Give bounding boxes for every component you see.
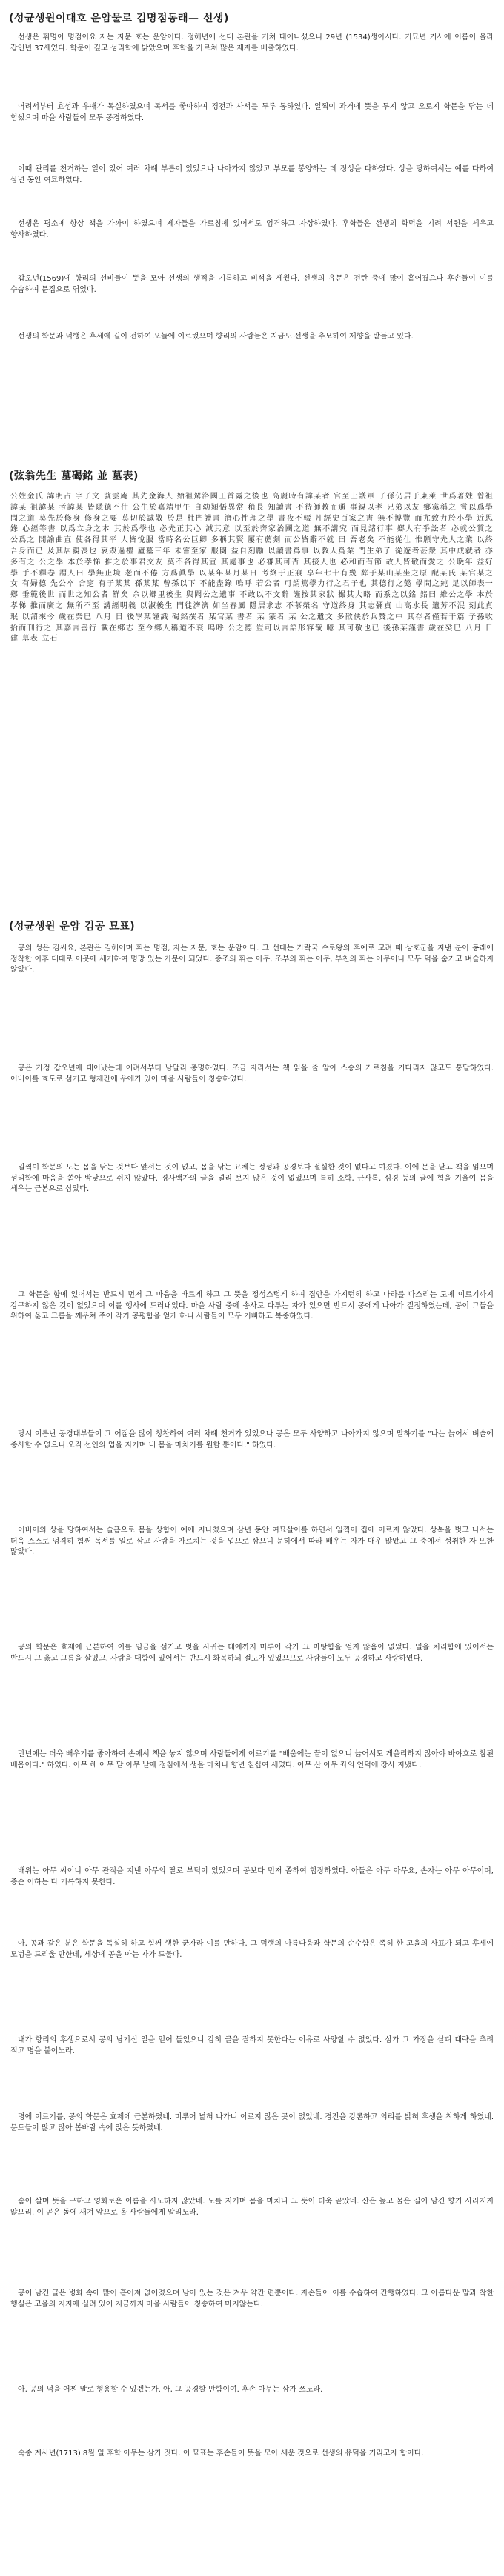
- section1-title: (성균생원이대호 운암물로 김명점동래— 선생): [9, 13, 229, 24]
- section3-paragraph-1: 공의 성은 김씨요, 본관은 김해이며 휘는 명점, 자는 자문, 호는 운암이다. 그 선대는 가락국 수로왕의 후예로 고려 때 상호군을 지낸 분이 동래에 정착한 이후 대대로 이곳에 세거하여 명망 있는 가문이 되었다. 증조의 휘는 아무, 조부의 휘는 아무, 부친의 휘는 아무이니 모두 덕을 숨기고 벼슬하지 않았다.: [10, 944, 494, 975]
- section1-paragraph-6: 선생의 학문과 덕행은 후세에 길이 전하여 오늘에 이르렀으며 향리의 사람들은 지금도 선생을 추모하여 제향을 받들고 있다.: [18, 333, 414, 341]
- section1-paragraph-1: 선생은 휘명이 명점이요 자는 자문 호는 운암이다. 정해년에 선대 본관을 거쳐 태어나셨으니 29년 (1534)생이시다. 기묘년 기사에 이름이 올라 갑인년 37세였다. 학문이 깊고 성리학에 밝았으며 후학을 가르쳐 많은 제자를 배출하였다.: [10, 33, 494, 53]
- section3-paragraph-9: 배위는 아무 씨이니 아무 관직을 지낸 아무의 딸로 부덕이 있었으며 공보다 먼저 졸하여 합장하였다. 아들은 아무 아무요, 손자는 아무 아무이며, 증손 이하는 다 기록하지 못한다.: [10, 1867, 494, 1886]
- section3-paragraph-7: 공의 학문은 효제에 근본하여 이를 임금을 섬기고 벗을 사귀는 데에까지 미루어 각기 그 마땅함을 얻지 않음이 없었다. 일을 처리함에 있어서는 반드시 그 옳고 그름을 살폈고, 사람을 대함에 있어서는 반드시 화목하되 절도가 있었으므로 사람들이 모두 공경하고 사랑하였다.: [10, 1644, 494, 1663]
- section3-paragraph-2: 공은 가정 갑오년에 태어났는데 어려서부터 남달리 총명하였다. 조금 자라서는 책 읽을 줄 알아 스승의 가르침을 기다리지 않고도 통달하였다. 어버이를 효도로 섬기고 형제간에 우애가 있어 마을 사람들이 칭송하였다.: [10, 1064, 494, 1084]
- section3-paragraph-8: 만년에는 더욱 배우기를 좋아하여 손에서 책을 놓지 않으며 사람들에게 이르기를 "배움에는 끝이 없으니 늙어서도 게을리하지 않아야 바야흐로 참된 배움이다." 하였다. 아무 해 아무 달 아무 날에 정침에서 생을 마치니 향년 칠십여 세였다. 아무 산 아무 좌의 언덕에 장사 지냈다.: [10, 1750, 494, 1769]
- section2-hanmun-text: 公姓金氏 諱明占 字子文 號雲庵 其先金海人 始祖駕洛國王首露之後也 高麗時有諱某者 官至上護軍 子孫仍居于東萊 世爲著姓 曾祖諱某 祖諱某 考諱某 皆隱德不仕 公生於嘉靖甲午 自幼穎悟異常 稍長 知讀書 不待師教而通 事親以孝 兄弟以友 鄕黨稱之 嘗以爲學問之道 莫先於修身 修身之要 莫切於誠敬 於是 杜門讀書 潛心性理之學 晝夜不輟 凡經史百家之書 無不博覽 而尤致力於小學 近思錄 心經等書 以爲立身之本 其於爲學也 必先正其心 誠其意 以至於齊家治國之道 無不講究 而見諸行事 鄕人有爭訟者 必就公質之 公爲之 開諭曲直 使各得其平 人皆悅服 當時名公巨卿 多稱其賢 屢有薦剡 而公皆辭不就 曰 吾老矣 不能從仕 惟願守先人之業 以終吾身而已 及其居親喪也 哀毁過禮 廬墓三年 未嘗至家 服闋 益自刻勵 以讀書爲事 以敎人爲業 門生弟子 從遊者甚衆 其中成就者 亦多有之 公之學 本於孝悌 推之於事君交友 莫不各得其宜 其處事也 必審其可否 其接人也 必和而有節 故人皆敬而愛之 公晩年 益好學 手不釋卷 謂人曰 學無止境 老而不倦 方爲眞學 以某年某月某日 考終于正寢 享年七十有幾 葬于某山某坐之原 配某氏 某官某之女 有婦德 先公卒 合窆 有子某某 孫某某 曾孫以下 不能盡錄 嗚呼 若公者 可謂篤學力行之君子也 其德行之懿 學問之純 足以師表一鄕 垂範後世 而世之知公者 鮮矣 余以鄕里後生 與聞公之遺事 不敢以不文辭 謹按其家狀 撮其大略 而系之以銘 銘曰 維公之學 本於孝悌 推而廣之 無所不至 講經明義 以淑後生 門徒濟濟 如坐春風 隱居求志 不慕榮名 守道終身 其志彌貞 山高水長 遺芳不泯 刻此貞珉 以詔來今 歲在癸巳 八月 日 後學某謹識 碣銘撰者 某官某 書者 某 篆者 某 公之遺文 多散佚於兵燹之中 其存者僅若干篇 子孫收拾而刊行之 其嘉言善行 載在鄕志 至今鄕人稱道不衰 嗚呼 公之德 豈可以言語形容哉 噫 其可敬也已 後孫某謹書 歲在癸巳 八月 日 建 墓表 立石: [10, 493, 494, 644]
- section3-title: (성균생원 운암 김공 묘표): [9, 921, 136, 932]
- section3-paragraph-12: 명에 이르기를, 공의 학문은 효제에 근본하였네. 미루어 넓혀 나가니 이르지 않은 곳이 없었네. 경전을 강론하고 의리를 밝혀 후생을 착하게 하였네. 문도들이 많고 많아 봄바람 속에 앉은 듯하였네.: [10, 2113, 494, 2132]
- section1-paragraph-2: 어려서부터 효성과 우애가 독실하였으며 독서를 좋아하여 경전과 사서를 두루 통하였다. 일찍이 과거에 뜻을 두지 않고 오로지 학문을 닦는 데 힘썼으며 마을 사람들이 모두 공경하였다.: [10, 103, 494, 122]
- section1-paragraph-5: 갑오년(1569)에 향리의 선비들이 뜻을 모아 선생의 행적을 기록하고 비석을 세웠다. 선생의 유문은 전란 중에 많이 흩어졌으나 후손들이 이를 수습하여 문집으로 엮었다.: [10, 275, 494, 294]
- section2-title: (弦翁先生 墓碣銘 並 墓表): [9, 470, 139, 482]
- section3-paragraph-4: 그 학문을 함에 있어서는 반드시 먼저 그 마음을 바르게 하고 그 뜻을 정성스럽게 하여 집안을 가지런히 하고 나라를 다스리는 도에 이르기까지 강구하지 않은 것이 없었으며 이를 행사에 드러내었다. 마을 사람 중에 송사로 다투는 자가 있으면 반드시 공에게 나아가 질정하였는데, 공이 그들을 위하여 옳고 그름을 깨우쳐 주어 각기 공평함을 얻게 하니 사람들이 모두 기뻐하고 복종하였다.: [10, 1291, 494, 1321]
- section1-paragraph-3: 이때 관리를 천거하는 일이 있어 여러 차례 부름이 있었으나 나아가지 않았고 부모를 봉양하는 데 정성을 다하였다. 상을 당하여서는 예를 다하여 삼년 동안 여묘하였다.: [10, 165, 494, 184]
- section3-paragraph-13: 숨어 살며 뜻을 구하고 영화로운 이름을 사모하지 않았네. 도를 지키며 몸을 마치니 그 뜻이 더욱 곧았네. 산은 높고 물은 길어 남긴 향기 사라지지 않으리. 이 곧은 돌에 새겨 앞으로 올 사람들에게 알리노라.: [10, 2198, 494, 2217]
- section3-paragraph-6: 어버이의 상을 당하여서는 슬픔으로 몸을 상함이 예에 지나쳤으며 삼년 동안 여묘살이를 하면서 일찍이 집에 이르지 않았다. 상복을 벗고 나서는 더욱 스스로 엄격히 힘써 독서를 일로 삼고 사람을 가르치는 것을 업으로 삼으니 문하에서 따라 배우는 자가 매우 많았고 그 중에서 성취한 자 또한 많았다.: [10, 1526, 494, 1557]
- section3-paragraph-16: 숙종 계사년(1713) 8월 일 후학 아무는 삼가 짓다. 이 묘표는 후손들이 뜻을 모아 세운 것으로 선생의 유덕을 기리고자 함이다.: [18, 2449, 424, 2457]
- section3-paragraph-14: 공이 남긴 글은 병화 속에 많이 흩어져 없어졌으며 남아 있는 것은 겨우 약간 편뿐이다. 자손들이 이를 수습하여 간행하였다. 그 아름다운 말과 착한 행실은 고을의 지지에 실려 있어 지금까지 마을 사람들이 칭송하여 마지않는다.: [10, 2289, 494, 2309]
- section1-paragraph-4: 선생은 평소에 항상 책을 가까이 하였으며 제자들을 가르침에 있어서도 엄격하고 자상하였다. 후학들은 선생의 학덕을 기려 서원을 세우고 향사하였다.: [10, 220, 494, 239]
- section3-paragraph-5: 당시 이름난 공경대부들이 그 어짊을 많이 칭찬하여 여러 차례 천거가 있었으나 공은 모두 사양하고 나아가지 않으며 말하기를 "나는 늙어서 벼슬에 종사할 수 없으니 오직 선인의 업을 지키며 내 몸을 마치기를 원할 뿐이다." 하였다.: [10, 1430, 494, 1449]
- section3-paragraph-10: 아, 공과 같은 분은 학문을 독실히 하고 힘써 행한 군자라 이를 만하다. 그 덕행의 아름다움과 학문의 순수함은 족히 한 고을의 사표가 되고 후세에 모범을 드리울 만한데, 세상에 공을 아는 자가 드물다.: [10, 1940, 494, 1959]
- section3-paragraph-3: 일찍이 학문의 도는 몸을 닦는 것보다 앞서는 것이 없고, 몸을 닦는 요체는 정성과 공경보다 절실한 것이 없다고 여겼다. 이에 문을 닫고 책을 읽으며 성리학에 마음을 쏟아 밤낮으로 쉬지 않았다. 경사백가의 글을 널리 보지 않은 것이 없었으며 특히 소학, 근사록, 심경 등의 글에 힘을 기울여 몸을 세우는 근본으로 삼았다.: [10, 1164, 494, 1194]
- section3-paragraph-15: 아, 공의 덕을 어찌 말로 형용할 수 있겠는가. 아, 그 공경할 만함이여. 후손 아무는 삼가 쓰노라.: [18, 2386, 323, 2394]
- section3-paragraph-11: 내가 향리의 후생으로서 공의 남기신 일을 얻어 들었으니 감히 글을 잘하지 못한다는 이유로 사양할 수 없었다. 삼가 그 가장을 살펴 대략을 추려 적고 명을 붙이노라.: [10, 2036, 494, 2055]
